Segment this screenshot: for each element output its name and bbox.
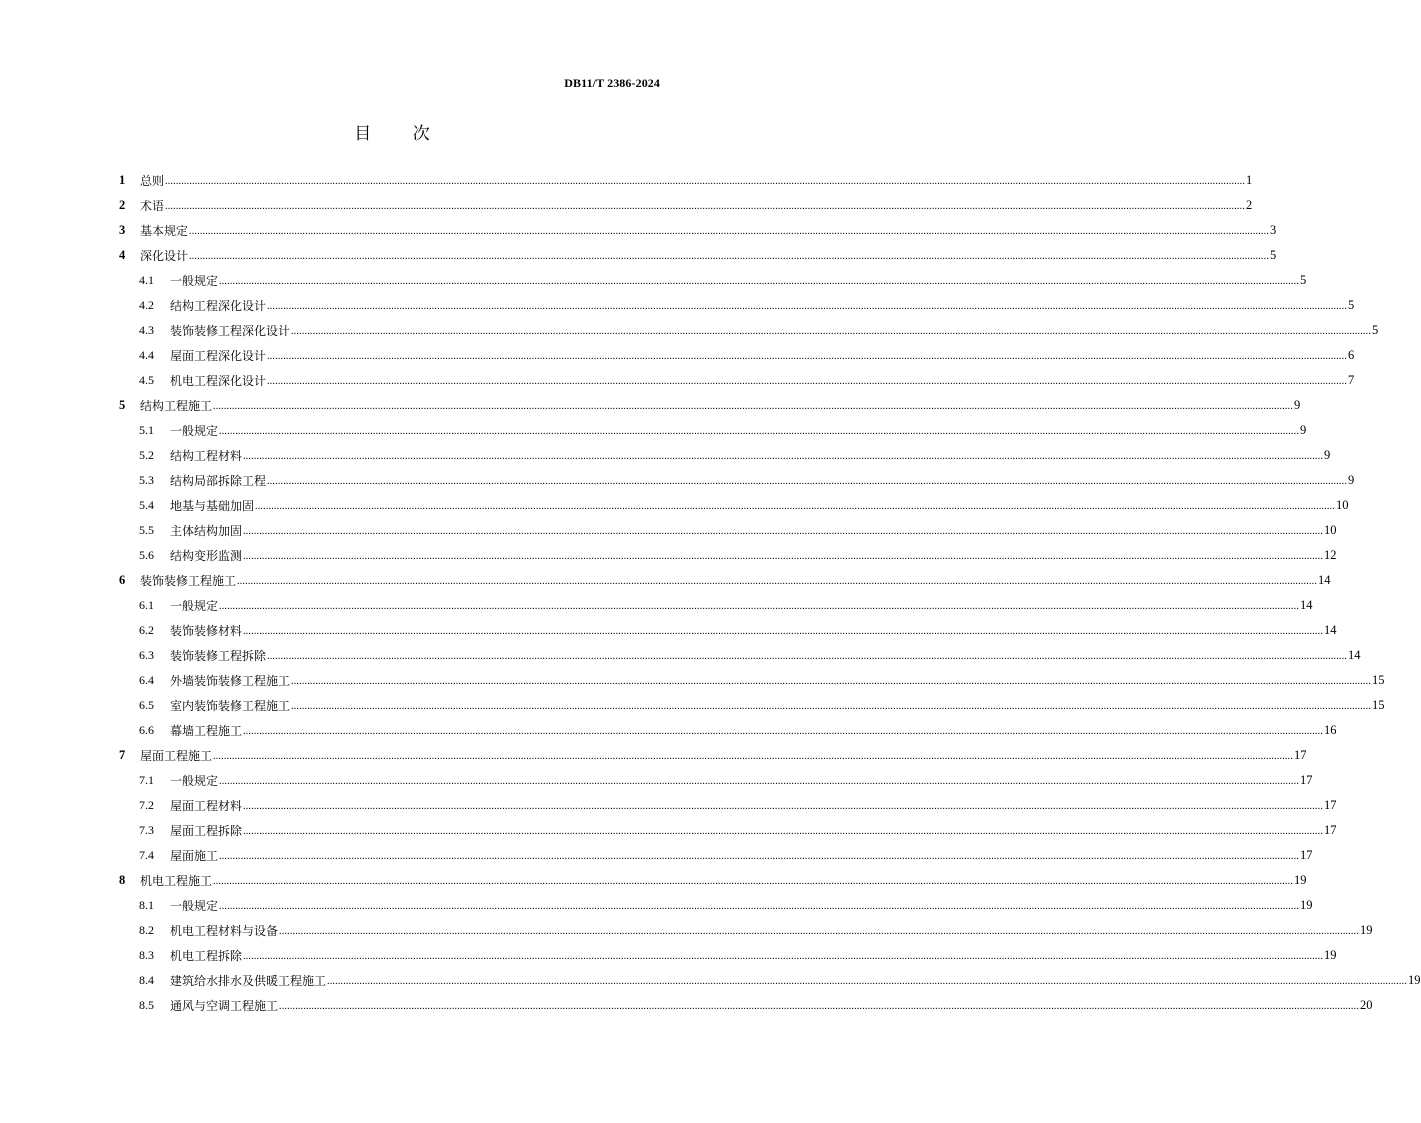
toc-entry-page: 9 xyxy=(1294,398,1301,412)
toc-entry-label: 屋面工程施工 xyxy=(140,749,213,763)
toc-entry[interactable] xyxy=(119,643,1361,668)
toc-entry-number: 8.1 xyxy=(139,898,154,912)
toc-entry-number: 5.3 xyxy=(139,473,154,487)
toc-entry-page: 19 xyxy=(1408,973,1421,987)
toc-entry-page: 5 xyxy=(1348,298,1355,312)
toc-entry-label: 机电工程拆除 xyxy=(170,949,243,963)
dot-leader: ................................................................................................................................................................................................................................................................................................................................................................................................................ xyxy=(243,951,1324,962)
toc-entry-label: 机电工程深化设计 xyxy=(170,374,267,388)
toc-entry-page: 10 xyxy=(1336,498,1349,512)
toc-entry-label: 装饰装修工程拆除 xyxy=(170,649,267,663)
toc-entry-number: 7.1 xyxy=(139,773,154,787)
toc-entry-number: 5.1 xyxy=(139,423,154,437)
toc-entry-page: 9 xyxy=(1348,473,1355,487)
dot-leader: ................................................................................................................................................................................................................................................................................................................................................................................................................ xyxy=(243,451,1324,462)
toc-entry[interactable] xyxy=(119,318,1379,343)
toc-entry-label: 一般规定 xyxy=(170,274,219,288)
toc-entry-page: 17 xyxy=(1300,773,1313,787)
toc-entry-label: 基本规定 xyxy=(140,224,189,238)
toc-entry-number: 8.4 xyxy=(139,973,154,987)
toc-entry-page: 17 xyxy=(1294,748,1307,762)
toc-entry[interactable] xyxy=(119,168,1253,193)
dot-leader: ................................................................................................................................................................................................................................................................................................................................................................................................................ xyxy=(267,476,1348,487)
toc-entry-page: 3 xyxy=(1270,223,1277,237)
toc-entry-label: 装饰装修工程施工 xyxy=(140,574,237,588)
toc-entry-number: 8.3 xyxy=(139,948,154,962)
toc-entry-number: 7.3 xyxy=(139,823,154,837)
toc-entry-number: 6.4 xyxy=(139,673,154,687)
dot-leader: ................................................................................................................................................................................................................................................................................................................................................................................................................ xyxy=(237,576,1318,587)
dot-leader: ................................................................................................................................................................................................................................................................................................................................................................................................................ xyxy=(189,251,1270,262)
dot-leader: ................................................................................................................................................................................................................................................................................................................................................................................................................ xyxy=(279,1001,1360,1012)
toc-entry-page: 6 xyxy=(1348,348,1355,362)
dot-leader: ................................................................................................................................................................................................................................................................................................................................................................................................................ xyxy=(219,776,1300,787)
dot-leader: ................................................................................................................................................................................................................................................................................................................................................................................................................ xyxy=(219,601,1300,612)
toc-entry-label: 通风与空调工程施工 xyxy=(170,999,279,1013)
dot-leader: ................................................................................................................................................................................................................................................................................................................................................................................................................ xyxy=(267,651,1348,662)
toc-entry-label: 装饰装修材料 xyxy=(170,624,243,638)
toc-entry[interactable] xyxy=(119,843,1313,868)
dot-leader: ................................................................................................................................................................................................................................................................................................................................................................................................................ xyxy=(267,376,1348,387)
toc-entry-label: 结构变形监测 xyxy=(170,549,243,563)
toc-entry-number: 6.2 xyxy=(139,623,154,637)
dot-leader: ................................................................................................................................................................................................................................................................................................................................................................................................................ xyxy=(267,351,1348,362)
toc-entry[interactable] xyxy=(119,418,1307,443)
toc-entry-page: 5 xyxy=(1300,273,1307,287)
toc-entry-label: 一般规定 xyxy=(170,599,219,613)
dot-leader: ................................................................................................................................................................................................................................................................................................................................................................................................................ xyxy=(279,926,1360,937)
dot-leader: ................................................................................................................................................................................................................................................................................................................................................................................................................ xyxy=(327,976,1408,987)
toc-entry-number: 5 xyxy=(119,398,126,412)
dot-leader: ................................................................................................................................................................................................................................................................................................................................................................................................................ xyxy=(243,726,1324,737)
toc-entry-page: 7 xyxy=(1348,373,1355,387)
toc-entry[interactable] xyxy=(119,618,1337,643)
dot-leader: ................................................................................................................................................................................................................................................................................................................................................................................................................ xyxy=(243,526,1324,537)
toc-entry-number: 7.4 xyxy=(139,848,154,862)
toc-entry-number: 8.2 xyxy=(139,923,154,937)
toc-entry-label: 室内装饰装修工程施工 xyxy=(170,699,291,713)
dot-leader: ................................................................................................................................................................................................................................................................................................................................................................................................................ xyxy=(219,426,1300,437)
toc-entry-number: 6 xyxy=(119,573,126,587)
dot-leader: ................................................................................................................................................................................................................................................................................................................................................................................................................ xyxy=(219,901,1300,912)
toc-entry[interactable] xyxy=(119,293,1355,318)
toc-entry-number: 8 xyxy=(119,873,126,887)
toc-entry-page: 9 xyxy=(1324,448,1331,462)
toc-entry[interactable] xyxy=(119,543,1337,568)
toc-entry[interactable] xyxy=(119,893,1313,918)
toc-entry-page: 19 xyxy=(1360,923,1373,937)
toc-entry-number: 5.4 xyxy=(139,498,154,512)
toc-entry-number: 5.5 xyxy=(139,523,154,537)
toc-entry-label: 一般规定 xyxy=(170,424,219,438)
toc-entry-label: 结构工程材料 xyxy=(170,449,243,463)
toc-entry-page: 1 xyxy=(1246,173,1253,187)
toc-entry-label: 机电工程材料与设备 xyxy=(170,924,279,938)
toc-entry-number: 2 xyxy=(119,198,126,212)
toc-title: 目 次 xyxy=(354,124,448,144)
toc-entry-number: 6.6 xyxy=(139,723,154,737)
toc-entry-page: 16 xyxy=(1324,723,1337,737)
dot-leader: ................................................................................................................................................................................................................................................................................................................................................................................................................ xyxy=(213,401,1294,412)
dot-leader: ................................................................................................................................................................................................................................................................................................................................................................................................................ xyxy=(291,701,1372,712)
toc-entry-label: 地基与基础加固 xyxy=(170,499,255,513)
toc-entry-label: 机电工程施工 xyxy=(140,874,213,888)
dot-leader: ................................................................................................................................................................................................................................................................................................................................................................................................................ xyxy=(213,751,1294,762)
toc-entry-number: 4.5 xyxy=(139,373,154,387)
dot-leader: ................................................................................................................................................................................................................................................................................................................................................................................................................ xyxy=(219,851,1300,862)
dot-leader: ................................................................................................................................................................................................................................................................................................................................................................................................................ xyxy=(291,676,1372,687)
toc-entry-number: 1 xyxy=(119,173,126,187)
toc-entry-number: 4.2 xyxy=(139,298,154,312)
toc-entry[interactable] xyxy=(119,468,1355,493)
toc-entry-label: 屋面工程深化设计 xyxy=(170,349,267,363)
toc-entry[interactable] xyxy=(119,718,1337,743)
toc-entry-page: 17 xyxy=(1300,848,1313,862)
toc-entry-number: 4 xyxy=(119,248,126,262)
toc-entry-number: 6.3 xyxy=(139,648,154,662)
toc-entry-label: 结构工程施工 xyxy=(140,399,213,413)
toc-entry[interactable] xyxy=(119,668,1385,693)
toc-entry-label: 一般规定 xyxy=(170,774,219,788)
toc-entry-page: 19 xyxy=(1324,948,1337,962)
toc-entry-page: 12 xyxy=(1324,548,1337,562)
toc-entry-label: 建筑给水排水及供暖工程施工 xyxy=(170,974,327,988)
toc-entry-page: 20 xyxy=(1360,998,1373,1012)
toc-entry[interactable] xyxy=(119,693,1385,718)
toc-entry[interactable] xyxy=(119,268,1307,293)
toc-entry-number: 7 xyxy=(119,748,126,762)
dot-leader: ................................................................................................................................................................................................................................................................................................................................................................................................................ xyxy=(243,801,1324,812)
toc-entry[interactable] xyxy=(119,218,1277,243)
toc-entry[interactable] xyxy=(119,393,1301,418)
toc-entry-label: 术语 xyxy=(140,199,165,213)
toc-entry-page: 14 xyxy=(1318,573,1331,587)
dot-leader: ................................................................................................................................................................................................................................................................................................................................................................................................................ xyxy=(255,501,1336,512)
toc-entry-label: 总则 xyxy=(140,174,165,188)
toc-entry-label: 外墙装饰装修工程施工 xyxy=(170,674,291,688)
toc-entry-page: 14 xyxy=(1300,598,1313,612)
toc-entry-page: 14 xyxy=(1348,648,1361,662)
toc-entry[interactable] xyxy=(119,768,1313,793)
toc-entry-page: 19 xyxy=(1300,898,1313,912)
toc-entry-page: 10 xyxy=(1324,523,1337,537)
toc-entry[interactable] xyxy=(119,368,1355,393)
toc-entry[interactable] xyxy=(119,993,1373,1018)
toc-entry[interactable] xyxy=(119,943,1337,968)
toc-entry[interactable] xyxy=(119,918,1373,943)
dot-leader: ................................................................................................................................................................................................................................................................................................................................................................................................................ xyxy=(189,226,1270,237)
toc-entry-label: 屋面施工 xyxy=(170,849,219,863)
dot-leader: ................................................................................................................................................................................................................................................................................................................................................................................................................ xyxy=(165,201,1246,212)
toc-entry-page: 15 xyxy=(1372,673,1385,687)
toc-entry-label: 屋面工程材料 xyxy=(170,799,243,813)
toc-entry-label: 结构工程深化设计 xyxy=(170,299,267,313)
toc-entry-number: 7.2 xyxy=(139,798,154,812)
toc-entry[interactable] xyxy=(119,593,1313,618)
toc-entry[interactable] xyxy=(119,968,1421,993)
toc-entry[interactable] xyxy=(119,493,1349,518)
toc-entry-page: 14 xyxy=(1324,623,1337,637)
toc-entry[interactable] xyxy=(119,868,1307,893)
toc-entry-number: 8.5 xyxy=(139,998,154,1012)
toc-entry-number: 5.2 xyxy=(139,448,154,462)
toc-entry-number: 4.3 xyxy=(139,323,154,337)
document-code: DB11/T 2386-2024 xyxy=(564,76,660,90)
dot-leader: ................................................................................................................................................................................................................................................................................................................................................................................................................ xyxy=(243,551,1324,562)
dot-leader: ................................................................................................................................................................................................................................................................................................................................................................................................................ xyxy=(267,301,1348,312)
dot-leader: ................................................................................................................................................................................................................................................................................................................................................................................................................ xyxy=(243,626,1324,637)
toc-entry-label: 一般规定 xyxy=(170,899,219,913)
toc-entry-number: 5.6 xyxy=(139,548,154,562)
toc-entry-page: 17 xyxy=(1324,823,1337,837)
toc-entry-label: 幕墙工程施工 xyxy=(170,724,243,738)
toc-entry-label: 主体结构加固 xyxy=(170,524,243,538)
dot-leader: ................................................................................................................................................................................................................................................................................................................................................................................................................ xyxy=(213,876,1294,887)
toc-entry-page: 19 xyxy=(1294,873,1307,887)
toc-entry[interactable] xyxy=(119,518,1337,543)
toc-entry[interactable] xyxy=(119,243,1277,268)
toc-entry-page: 9 xyxy=(1300,423,1307,437)
toc-entry-number: 6.1 xyxy=(139,598,154,612)
toc-entry[interactable] xyxy=(119,193,1253,218)
toc-entry-number: 4.1 xyxy=(139,273,154,287)
table-of-contents xyxy=(119,168,1421,1018)
toc-entry[interactable] xyxy=(119,793,1337,818)
toc-entry-label: 装饰装修工程深化设计 xyxy=(170,324,291,338)
toc-entry-number: 3 xyxy=(119,223,126,237)
toc-entry-page: 2 xyxy=(1246,198,1253,212)
toc-entry-label: 结构局部拆除工程 xyxy=(170,474,267,488)
dot-leader: ................................................................................................................................................................................................................................................................................................................................................................................................................ xyxy=(291,326,1372,337)
toc-entry[interactable] xyxy=(119,743,1307,768)
toc-entry-page: 5 xyxy=(1270,248,1277,262)
toc-entry[interactable] xyxy=(119,443,1331,468)
toc-entry[interactable] xyxy=(119,818,1337,843)
dot-leader: ................................................................................................................................................................................................................................................................................................................................................................................................................ xyxy=(219,276,1300,287)
toc-entry-page: 17 xyxy=(1324,798,1337,812)
toc-entry[interactable] xyxy=(119,343,1355,368)
toc-entry-page: 5 xyxy=(1372,323,1379,337)
toc-entry-label: 屋面工程拆除 xyxy=(170,824,243,838)
toc-entry-label: 深化设计 xyxy=(140,249,189,263)
toc-entry[interactable] xyxy=(119,568,1331,593)
toc-entry-page: 15 xyxy=(1372,698,1385,712)
dot-leader: ................................................................................................................................................................................................................................................................................................................................................................................................................ xyxy=(165,176,1246,187)
dot-leader: ................................................................................................................................................................................................................................................................................................................................................................................................................ xyxy=(243,826,1324,837)
toc-entry-number: 6.5 xyxy=(139,698,154,712)
toc-entry-number: 4.4 xyxy=(139,348,154,362)
